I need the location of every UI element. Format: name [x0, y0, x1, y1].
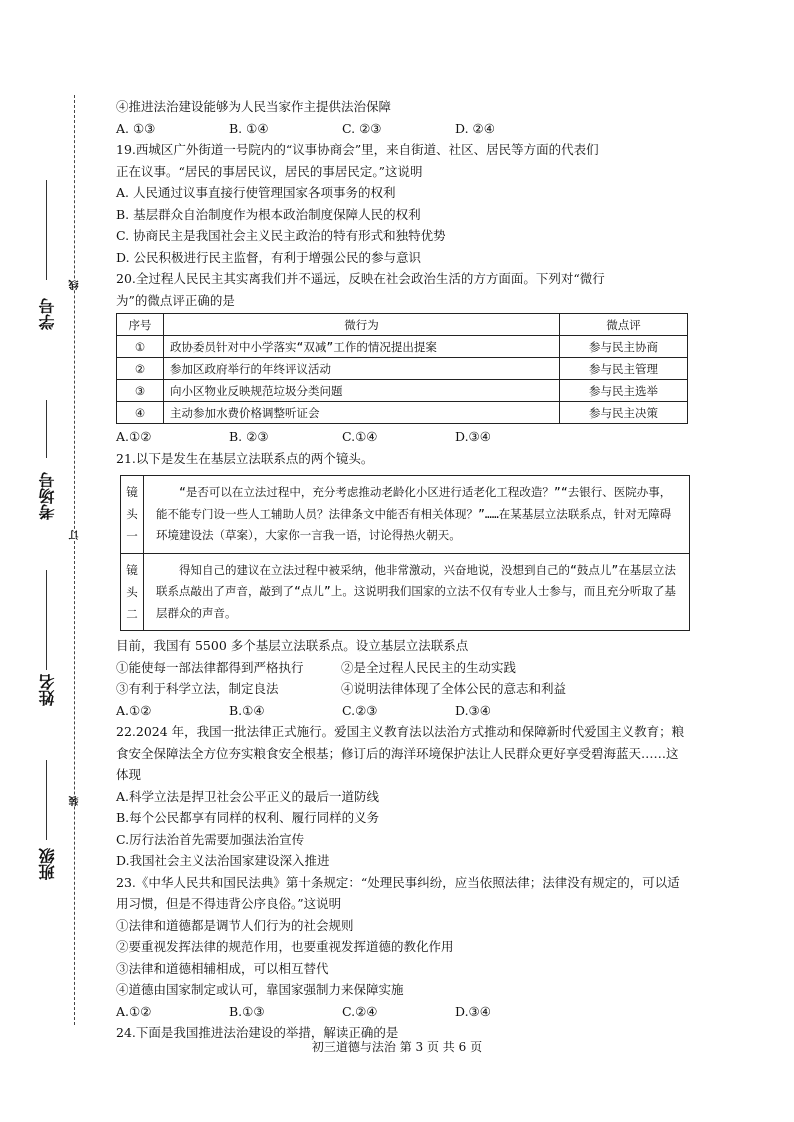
table-header-comment: 微点评	[560, 314, 688, 336]
option-d: D.③④	[455, 702, 491, 718]
q22-option-d: D.我国社会主义法治国家建设深入推进	[116, 853, 330, 868]
exam-content	[116, 96, 688, 1044]
q23-item-3: ③法律和道德相辅相成，可以相互替代	[116, 960, 329, 976]
previous-question-item: ④推进法治建设能够为人民当家作主提供法治保障	[116, 99, 392, 114]
option-c: C.②④	[342, 1003, 378, 1019]
exam-room-blank	[46, 400, 47, 458]
option-c: C.②③	[342, 702, 378, 718]
q20-stem-line2: 为”的微点评正确的是	[116, 292, 235, 308]
q22-stem: 22.2024 年，我国一批法律正式施行。爱国主义教育法以法治方式推动和保障新时代爱国主义教育；粮食安全保障法全方位夯实粮食安全根基；修订后的海洋环境保护法让人民群众更好享受碧海蓝天……这体现	[116, 724, 685, 782]
q21-options	[116, 700, 688, 722]
row-act: 主动参加水费价格调整听证会	[164, 402, 560, 424]
binding-margin	[0, 0, 110, 1122]
bind-mark-order: 订	[70, 530, 81, 540]
class-label: 班级	[38, 848, 57, 880]
q21-after-text: 目前，我国有 5500 多个基层立法联系点。设立基层立法联系点	[116, 638, 469, 653]
table-row	[117, 402, 688, 424]
q21-item-3: ③有利于科学立法，制定良法	[116, 681, 279, 696]
option-b: B. ①④	[229, 120, 269, 136]
option-a: A. ①③	[116, 120, 156, 136]
table-row	[117, 336, 688, 358]
row-act: 政协委员针对中小学落实“双减”工作的情况提出提案	[164, 336, 560, 358]
name-blank	[46, 570, 47, 670]
table-row	[117, 380, 688, 402]
option-d: D.③④	[455, 429, 491, 444]
q23-item-4: ④道德由国家制定或认可，靠国家强制力来保障实施	[116, 982, 404, 997]
class-blank	[46, 760, 47, 840]
exam-room-label: 考场号	[38, 472, 57, 520]
q23-item-2: ②要重视发挥法律的规范作用，也要重视发挥道德的教化作用	[116, 939, 454, 954]
option-c: C. ②③	[342, 120, 382, 136]
option-b: B.①③	[229, 1003, 265, 1019]
name-label: 姓名	[38, 674, 57, 706]
q23-stem: 23.《中华人民共和国民法典》第十条规定：“处理民事纠纷，应当依照法律；法律没有规定的，可以适用习惯，但是不得违背公序良俗。”这说明	[116, 874, 680, 911]
q19-option-a: A. 人民通过议事直接行使管理国家各项事务的权利	[116, 185, 396, 200]
student-id-label: 学号	[38, 298, 57, 330]
q23-options	[116, 1001, 688, 1023]
q21-scenes-table	[120, 475, 690, 631]
q19-option-c: C. 协商民主是我国社会主义民主政治的特有形式和独特优势	[116, 228, 446, 243]
option-a: A.①②	[116, 702, 152, 718]
table-header-act: 微行为	[164, 314, 560, 336]
scene1-text: “是否可以在立法过程中，充分考虑推动老龄化小区进行适老化工程改造？”“去银行、医院办事，能不能专门设一些人工辅助人员？法律条文中能否有相关体现？”……在某基层立法联系点，针对无障碍环境建设法（草案），大家你一言我一语，讨论得热火朝天。	[144, 476, 690, 554]
previous-question-options	[116, 118, 688, 140]
q24-stem: 24.下面是我国推进法治建设的举措，解读正确的是	[116, 1025, 399, 1040]
scene1-label: 镜 头 一	[121, 476, 144, 554]
row-comment: 参与民主协商	[560, 336, 688, 358]
scene2-label: 镜 头 二	[121, 553, 144, 631]
q19-option-b: B. 基层群众自治制度作为根本政治制度保障人民的权利	[116, 206, 421, 222]
option-d: D. ②④	[455, 120, 495, 136]
row-no: ④	[117, 402, 164, 424]
option-a: A.①②	[116, 429, 152, 444]
q23-item-1: ①法律和道德都是调节人们行为的社会规则	[116, 917, 354, 933]
student-id-blank	[46, 180, 47, 280]
row-no: ③	[117, 380, 164, 402]
binding-dashed-line	[74, 95, 75, 1025]
q20-stem-line1: 20.全过程人民民主其实离我们并不遥远，反映在社会政治生活的方方面面。下列对“微行	[116, 271, 605, 286]
q22-option-c: C.厉行法治首先需要加强法治宣传	[116, 831, 305, 847]
row-act: 参加区政府举行的年终评议活动	[164, 358, 560, 380]
option-b: B. ②③	[229, 429, 269, 444]
table-row	[117, 358, 688, 380]
q21-item-2: ②是全过程人民民主的生动实践	[341, 659, 517, 675]
bind-mark-pack: 装	[70, 796, 81, 806]
option-a: A.①②	[116, 1003, 152, 1019]
option-b: B.①④	[229, 702, 265, 718]
table-header-no: 序号	[117, 314, 164, 336]
q20-table	[116, 313, 688, 424]
q21-stem: 21.以下是发生在基层立法联系点的两个镜头。	[116, 450, 374, 466]
q19-stem-line1: 19.西城区广外街道一号院内的“议事协商会”里，来自街道、社区、居民等方面的代表们	[116, 142, 599, 157]
row-act: 向小区物业反映规范垃圾分类问题	[164, 380, 560, 402]
q22-option-a: A.科学立法是捍卫社会公平正义的最后一道防线	[116, 788, 380, 804]
q19-option-d: D. 公民积极进行民主监督，有利于增强公民的参与意识	[116, 249, 422, 265]
row-comment: 参与民主决策	[560, 402, 688, 424]
q21-item-1: ①能使每一部法律都得到严格执行	[116, 659, 304, 675]
row-comment: 参与民主管理	[560, 358, 688, 380]
row-no: ②	[117, 358, 164, 380]
bind-mark-line: 线	[70, 280, 81, 290]
q20-options	[116, 426, 688, 448]
option-c: C.①④	[342, 429, 378, 444]
q21-items-row1	[116, 657, 688, 679]
q21-item-4: ④说明法律体现了全体公民的意志和利益	[341, 681, 567, 696]
scene2-text: 得知自己的建议在立法过程中被采纳，他非常激动，兴奋地说，没想到自己的“鼓点儿”在基层立法联系点敲出了声音，敲到了“点儿”上。这说明我们国家的立法不仅有专业人士参与，而且充分听取了基层群众的声音。	[144, 553, 690, 631]
row-comment: 参与民主选举	[560, 380, 688, 402]
option-d: D.③④	[455, 1003, 491, 1019]
row-no: ①	[117, 336, 164, 358]
q19-stem-line2: 正在议事。“居民的事居民议，居民的事居民定。”这说明	[116, 163, 423, 179]
q22-option-b: B.每个公民都享有同样的权利、履行同样的义务	[116, 810, 380, 825]
page-footer: 初三道德与法治 第 3 页 共 6 页	[311, 1040, 483, 1054]
q21-items-row2	[116, 678, 688, 700]
